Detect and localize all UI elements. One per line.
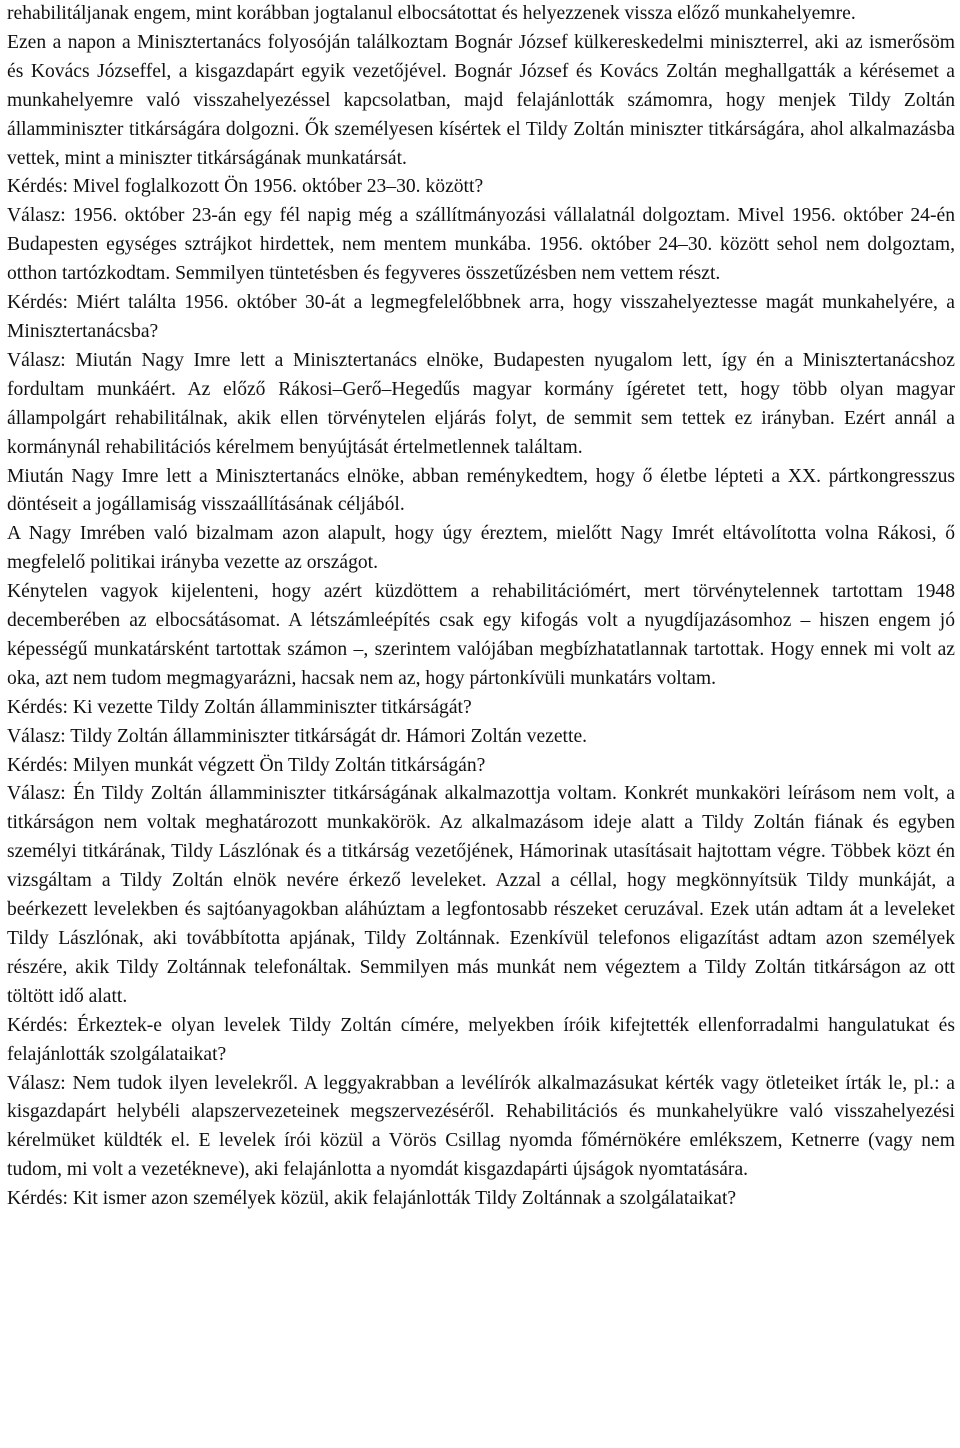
answer-why-oct-30: Válasz: Miután Nagy Imre lett a Minisztertanács elnöke, Budapesten nyugalom lett, így én a Minisztertanácshoz fordultam munkáért. Az előző Rákosi–Gerő–Hegedűs magyar kormány ígéretet tett, hogy több olyan magyar állampolgárt rehabilitálnak, akik ellen törvénytelen eljárás folyt, de semmit sem tettek ez irányban. Ezért annál a kormánynál rehabilitációs kérelmem benyújtását értelmetlennek találtam. <box>7 349 955 458</box>
paragraph-nagy-imre-hope: Miután Nagy Imre lett a Minisztertanács elnöke, abban reménykedtem, hogy ő életbe lépteti a XX. pártkongresszus döntéseit a jogállamiság visszaállításának céljából. <box>7 465 955 516</box>
answer-work-done: Válasz: Én Tildy Zoltán államminiszter titkárságának alkalmazottja voltam. Konkrét munkaköri leírásom nem volt, a titkárságon nem voltak meghatározott munkakörök. Az alkalmazásom ideje alatt a Tildy Zoltán fiának és egyben személyi titkárának, Tildy Lászlónak és a titkárság vezetőjének, Hámorinak utasításait hajtottam végre. Többek közt én vizsgáltam a Tildy Zoltán elnök nevére érkező leveleket. Azzal a céllal, hogy megkönnyítsük Tildy munkáját, a beérkezett levelekben és sajtóanyagokban aláhúztam a legfontosabb részeket ceruzával. Ezek után adtam át a leveleket Tildy Lászlónak, aki továbbította apjának, Tildy Zoltánnak. Ezenkívül telefonos eligazítást adtam azon személyek részére, akik Tildy Zoltánnak telefonáltak. Semmilyen más munkát nem végeztem a Tildy Zoltán titkárságon az ott töltött idő alatt. <box>7 783 955 1007</box>
paragraph-nagy-imre-trust: A Nagy Imrében való bizalmam azon alapult, hogy úgy éreztem, mielőtt Nagy Imrét eltávolította volna Rákosi, ő megfelelő politikai irányba vezette az országot. <box>7 523 955 574</box>
paragraph-meeting-bognar: Ezen a napon a Minisztertanács folyosóján találkoztam Bognár József külkereskedelmi miniszterrel, aki az ismerősöm és Kovács Józseffel, a kisgazdapárt egyik vezetőjével. Bognár József és Kovács Zoltán meghallgatták a kérésemet a munkahelyemre való visszahelyezéssel kapcsolatban, majd felajánlották számomra, hogy menjek Tildy Zoltán államminiszter titkárságára dolgozni. Ők személyesen kísértek el Tildy Zoltán miniszter titkárságára, ahol alkalmazásba vettek, mint a miniszter titkárságának munkatársát. <box>7 31 955 169</box>
question-why-oct-30: Kérdés: Miért találta 1956. október 30-át a legmegfelelőbbnek arra, hogy visszahelyeztesse magát munkahelyére, a Minisztertanácsba? <box>7 292 955 342</box>
answer-letters: Válasz: Nem tudok ilyen levelekről. A leggyakrabban a levélírók alkalmazásukat kérték vagy ötleteiket írták le, pl.: a kisgazdapárt helybéli alapszervezeteinek megszervezéséről. Rehabilitációs és munkahelyükre való visszahelyezési kérelmüket küldték el. E levelek írói közül a Vörös Csillag nyomda főmérnökére emlékszem, Ketnerre (vagy nem tudom, mi volt a vezetékneve), aki felajánlotta a nyomdát kisgazdapárti újságok nyomtatására. <box>7 1072 955 1181</box>
document-page <box>7 0 955 1214</box>
question-oct-23-30: Kérdés: Mivel foglalkozott Ön 1956. október 23–30. között? <box>7 176 484 198</box>
question-work-done: Kérdés: Milyen munkát végzett Ön Tildy Zoltán titkárságán? <box>7 754 486 776</box>
answer-oct-23-30: Válasz: 1956. október 23-án egy fél napig még a szállítmányozási vállalatnál dolgoztam. Mivel 1956. október 24-én Budapesten egységes sztrájkot hirdettek, nem mentem munkába. 1956. október 24–30. között sehol nem dolgoztam, otthon tartózkodtam. Semmilyen tüntetésben és fegyveres összetűzésben nem vettem részt. <box>7 205 955 285</box>
paragraph-dismissal-statement: Kénytelen vagyok kijelenteni, hogy azért küzdöttem a rehabilitációmért, mert törvénytelennek tartottam 1948 decemberében az elbocsátásomat. A létszámleépítés csak egy kifogás volt a nyugdíjazásomhoz – hiszen engem jó képességű munkatársként tartottak számon –, szerintem valójában megbízhatatlannak tartottak. Hogy ennek mi volt az oka, azt nem tudom megmagyarázni, hacsak nem az, hogy pártonkívüli munkatárs voltam. <box>7 581 955 689</box>
paragraph-rehabilitation-request: rehabilitáljanak engem, mint korábban jogtalanul elbocsátottat és helyezzenek vissza előző munkahelyemre. <box>7 3 856 24</box>
question-secretariat-head: Kérdés: Ki vezette Tildy Zoltán államminiszter titkárságát? <box>7 696 472 718</box>
answer-secretariat-head: Válasz: Tildy Zoltán államminiszter titkárságát dr. Hámori Zoltán vezette. <box>7 725 588 747</box>
question-known-persons: Kérdés: Kit ismer azon személyek közül, akik felajánlották Tildy Zoltánnak a szolgálataikat? <box>7 1188 737 1210</box>
question-letters: Kérdés: Érkeztek-e olyan levelek Tildy Zoltán címére, melyekben íróik kifejtették ellenforradalmi hangulatukat és felajánlották szolgálataikat? <box>7 1014 955 1065</box>
